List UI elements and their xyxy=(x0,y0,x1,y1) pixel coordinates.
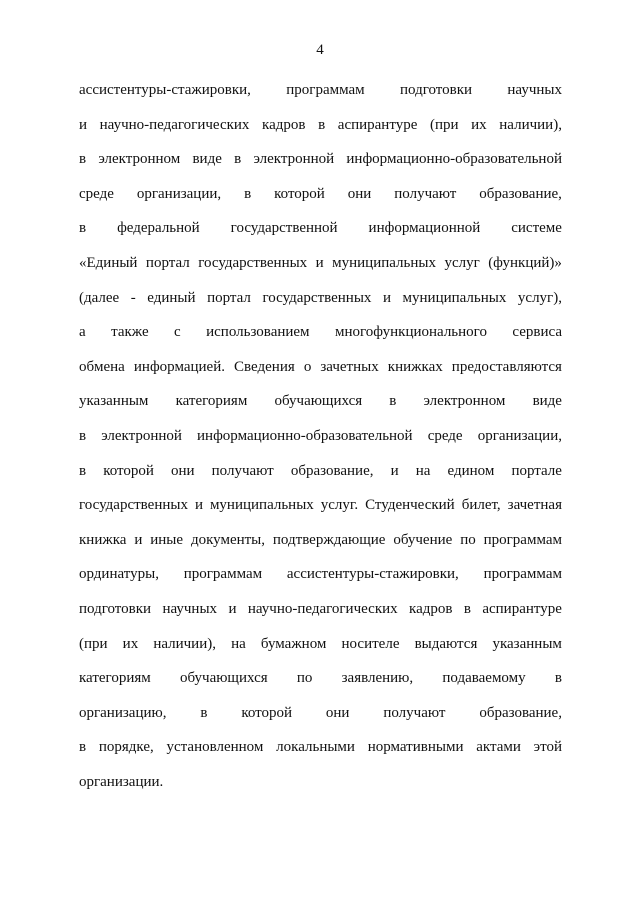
word: подготовки xyxy=(399,82,473,98)
word: системе xyxy=(511,220,562,237)
word: указанным xyxy=(79,393,149,410)
word: в xyxy=(244,185,252,202)
word: зачетных xyxy=(320,358,379,375)
word: сервиса xyxy=(512,324,562,341)
word: в xyxy=(79,220,87,237)
text-line xyxy=(79,177,562,212)
text-line xyxy=(79,592,562,627)
word: в xyxy=(79,462,87,479)
word: государственных xyxy=(262,289,372,306)
word: и xyxy=(390,462,399,479)
word: информацией. xyxy=(133,358,225,375)
word: среде xyxy=(427,427,463,444)
word: зачетная xyxy=(507,497,562,514)
word: программам xyxy=(183,566,263,583)
word: книжка xyxy=(79,531,127,548)
text-line xyxy=(79,696,562,731)
text-line xyxy=(79,523,562,558)
word: в xyxy=(318,116,326,133)
word: книжках xyxy=(387,358,443,375)
word: аспирантуре xyxy=(337,116,418,133)
word: которой xyxy=(103,462,154,479)
word: (функций)» xyxy=(488,254,562,271)
text-line xyxy=(79,384,562,419)
word: обучающихся xyxy=(179,670,268,687)
word: муниципальных xyxy=(209,497,314,514)
text-line xyxy=(79,454,562,489)
word: использованием xyxy=(206,324,310,341)
word: иные xyxy=(150,531,184,548)
word: ассистентуры-стажировки, xyxy=(79,82,251,98)
text-line xyxy=(79,281,562,316)
word: образование, xyxy=(479,704,562,721)
word: категориям xyxy=(175,393,248,410)
word: в xyxy=(79,151,87,168)
word: также xyxy=(111,324,149,341)
word: их xyxy=(471,116,487,133)
body-paragraph xyxy=(79,73,562,799)
word: ординатуры, xyxy=(79,566,159,583)
word: в xyxy=(79,427,87,444)
word: а xyxy=(79,324,86,341)
word: электронном xyxy=(98,151,181,168)
word: кадров xyxy=(262,116,306,133)
word: информационно-образовательной xyxy=(197,427,413,444)
word: наличии), xyxy=(499,116,562,133)
word: билет, xyxy=(461,497,501,514)
word: выдаются xyxy=(414,635,478,652)
word: информационной xyxy=(368,220,481,237)
word: программам xyxy=(286,82,365,98)
word: заявлению, xyxy=(341,670,414,687)
word: научно-педагогических xyxy=(247,600,398,617)
word: обучение xyxy=(393,531,453,548)
word: ассистентуры-стажировки, xyxy=(286,566,459,583)
word: портал xyxy=(207,289,251,306)
word: они xyxy=(325,704,350,721)
text-line xyxy=(79,246,562,281)
word: в xyxy=(554,670,562,687)
word: и xyxy=(194,497,203,514)
word: государственных xyxy=(198,254,308,271)
text-line xyxy=(79,211,562,246)
text-line xyxy=(79,315,562,350)
word: едином xyxy=(447,462,495,479)
word: электронной xyxy=(253,151,335,168)
word: единый xyxy=(147,289,196,306)
word: в xyxy=(234,151,242,168)
word: портале xyxy=(511,462,562,479)
word: обучающихся xyxy=(274,393,363,410)
word: по xyxy=(296,670,313,687)
word: нормативными xyxy=(367,739,464,756)
word: научных xyxy=(507,82,562,98)
word: они xyxy=(347,185,372,202)
text-line xyxy=(79,765,562,800)
word: и xyxy=(315,254,324,271)
word: среде xyxy=(79,185,114,202)
word: виде xyxy=(192,151,222,168)
word: в xyxy=(200,704,208,721)
text-line xyxy=(79,73,562,108)
word: электронной xyxy=(101,427,182,444)
page-number: 4 xyxy=(316,42,324,58)
word: федеральной xyxy=(117,220,200,237)
text-line xyxy=(79,730,562,765)
word: научных xyxy=(162,600,218,617)
word: (при xyxy=(429,116,459,133)
word: локальными xyxy=(276,739,355,756)
word: программам xyxy=(483,566,562,583)
word: электронном xyxy=(423,393,506,410)
word: по xyxy=(460,531,476,548)
word: (далее xyxy=(79,289,120,306)
word: подтверждающие xyxy=(272,531,386,548)
word: получают xyxy=(211,462,274,479)
word: актами xyxy=(476,739,521,756)
word: информационно-образовательной xyxy=(346,151,562,168)
word: порядке, xyxy=(98,739,154,756)
word: научно-педагогических xyxy=(99,116,250,133)
word: подаваемому xyxy=(442,670,526,687)
word: услуг), xyxy=(517,289,562,306)
word: установленном xyxy=(166,739,264,756)
word: указанным xyxy=(492,635,562,652)
word: (при xyxy=(79,635,108,652)
word: аспирантуре xyxy=(482,600,562,617)
word: с xyxy=(174,324,181,341)
word: этой xyxy=(533,739,562,756)
word: образование, xyxy=(290,462,374,479)
word: организацию, xyxy=(79,704,167,721)
word: Студенческий xyxy=(365,497,455,514)
word: о xyxy=(303,358,312,375)
word: получают xyxy=(383,704,446,721)
text-line xyxy=(79,557,562,592)
word: государственной xyxy=(230,220,338,237)
word: которой xyxy=(241,704,293,721)
word: на xyxy=(415,462,431,479)
word: их xyxy=(122,635,139,652)
word: «Единый xyxy=(79,254,138,271)
word: они xyxy=(171,462,195,479)
text-line xyxy=(79,108,562,143)
word: услуг. xyxy=(320,497,359,514)
word: организации, xyxy=(477,427,562,444)
word: муниципальных xyxy=(402,289,507,306)
word: которой xyxy=(274,185,325,202)
word: и xyxy=(134,531,143,548)
word: в xyxy=(79,739,87,756)
word: и xyxy=(79,116,88,133)
word: подготовки xyxy=(79,600,152,617)
text-line xyxy=(79,661,562,696)
text-line xyxy=(79,350,562,385)
word: - xyxy=(130,289,136,306)
word: предоставляются xyxy=(451,358,562,375)
word: услуг xyxy=(444,254,480,271)
word: программам xyxy=(483,531,562,548)
word: Сведения xyxy=(234,358,295,375)
word: муниципальных xyxy=(332,254,436,271)
word: наличии), xyxy=(153,635,216,652)
word: государственных xyxy=(79,497,188,514)
word: и xyxy=(228,600,237,617)
text-line xyxy=(79,419,562,454)
word: на xyxy=(231,635,246,652)
word: многофункционального xyxy=(334,324,487,341)
word: в xyxy=(389,393,397,410)
text-line xyxy=(79,142,562,177)
word: документы, xyxy=(190,531,266,548)
word: организации, xyxy=(136,185,222,202)
word: образование, xyxy=(479,185,562,202)
word: кадров xyxy=(409,600,453,617)
word: получают xyxy=(394,185,457,202)
text-line xyxy=(79,488,562,523)
word: бумажном xyxy=(260,635,327,652)
word: портал xyxy=(145,254,190,271)
word: в xyxy=(463,600,471,617)
word: обмена xyxy=(79,358,125,375)
word: организации. xyxy=(79,773,164,790)
word: и xyxy=(382,289,391,306)
word: носителе xyxy=(341,635,400,652)
word: виде xyxy=(532,393,562,410)
word: категориям xyxy=(79,670,151,687)
text-line xyxy=(79,627,562,662)
